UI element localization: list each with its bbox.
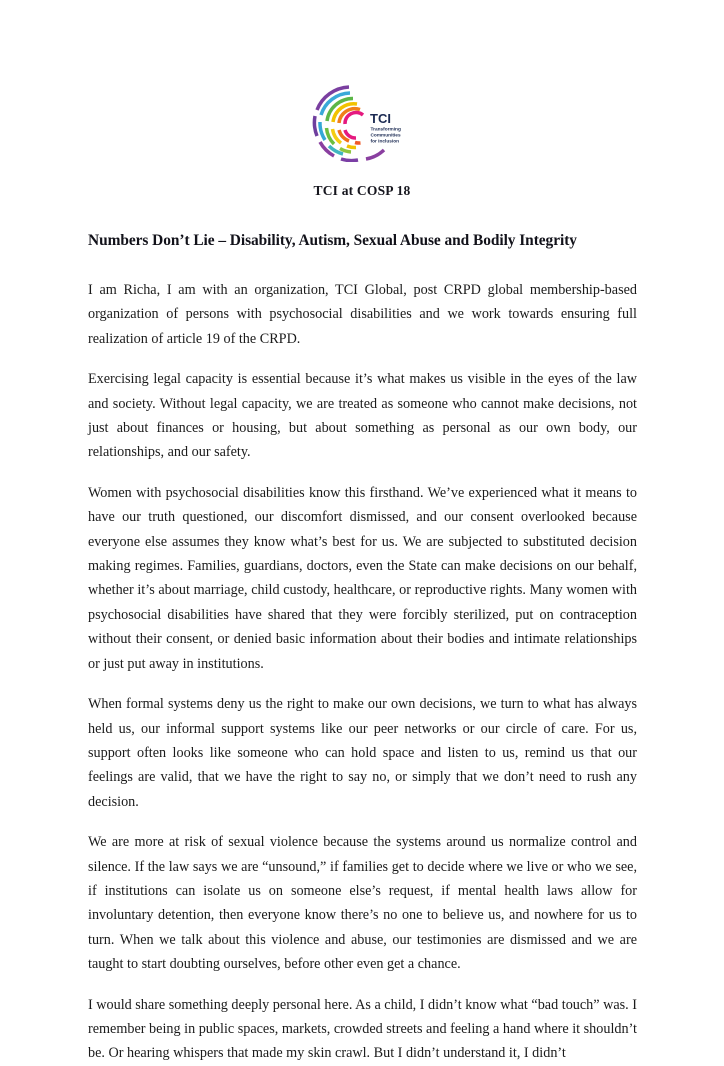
page-title: Numbers Don’t Lie – Disability, Autism, Sexual Abuse and Bodily Integrity bbox=[88, 232, 577, 249]
paragraph: Women with psychosocial disabilities know this firsthand. We’ve experienced what it means to have our truth questioned, our discomfort dismissed, and our consent overlooked because everyone else assumes they know what’s best for us. We are subjected to substituted decision making regimes. Families, guardians, doctors, even the State can make decisions on our behalf, whether it’s about marriage, child custody, healthcare, or reproductive rights. Many women with psychosocial disabilities have shared that they were forcibly sterilized, put on contraception without their consent, or denied basic information about their bodies and intimate relationships or just put away in institutions. bbox=[88, 484, 637, 672]
tci-logo-tagline-3: for Inclusion bbox=[370, 139, 399, 145]
document-header bbox=[0, 0, 724, 199]
document-body bbox=[88, 230, 637, 1066]
paragraph: I would share something deeply personal here. As a child, I didn’t know what “bad touch” was. I remember being in public spaces, markets, crowded streets and feeling a hand where it shouldn’t be. Or hearing whispers that made my skin crawl. But I didn’t understand it, I didn’t bbox=[88, 996, 637, 1062]
paragraph: When formal systems deny us the right to make our own decisions, we turn to what has always held us, our informal support systems like our peer networks or our circle of care. For us, support often looks like someone who can hold space and listen to us, remind us that our feelings are valid, that we have the right to say no, or simply that we don’t need to rush any decision. bbox=[88, 696, 637, 810]
tci-logo-icon bbox=[310, 84, 414, 162]
paragraph: I am Richa, I am with an organization, TCI Global, post CRPD global membership-based organization of persons with psychosocial disabilities and we work towards ensuring full realization of article 19 of the CRPD. bbox=[88, 282, 637, 347]
paragraph: We are more at risk of sexual violence because the systems around us normalize control and silence. If the law says we are “unsound,” if families get to decide where we live or who we see, if institutions can isolate us on someone else’s request, if mental health laws allow for involuntary detention, then everyone know there’s no one to believe us, and nowhere for us to turn. When we talk about this violence and abuse, our testimonies are dismissed and we are taught to start doubting ourselves, before other even get a chance. bbox=[88, 834, 637, 973]
tci-logo-tagline-2: Communities bbox=[370, 133, 401, 139]
tci-logo-wordmark: TCI bbox=[370, 111, 391, 126]
paragraph: Exercising legal capacity is essential because it’s what makes us visible in the eyes of the law and society. Without legal capacity, we are treated as someone who cannot make decisions, not just about finances or housing, but about something as personal as our own body, our relationships, and our safety. bbox=[88, 371, 637, 461]
document-subtitle: TCI at COSP 18 bbox=[313, 183, 411, 198]
tci-logo bbox=[310, 84, 414, 162]
tci-logo-tagline-1: Transforming bbox=[370, 127, 401, 133]
